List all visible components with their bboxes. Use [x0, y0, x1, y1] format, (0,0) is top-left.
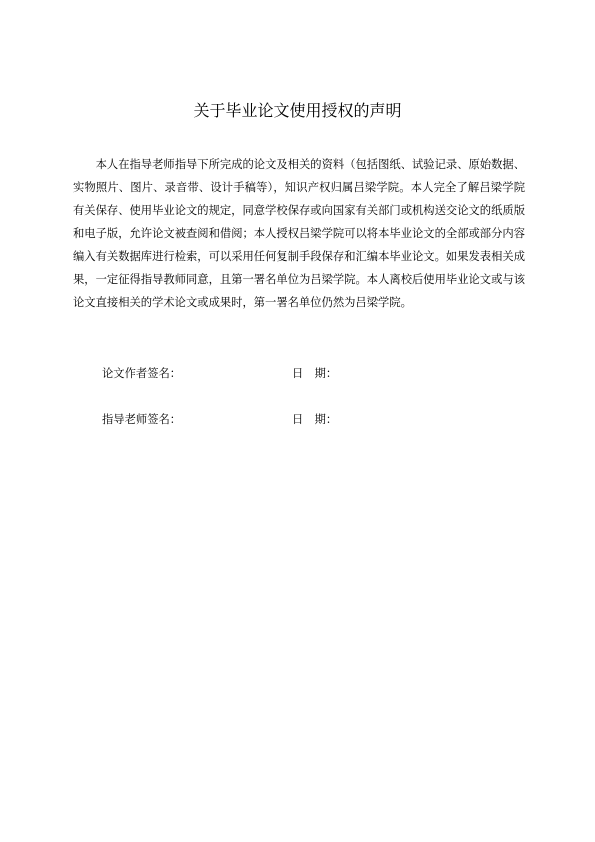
author-date-label: 日 期： — [292, 367, 338, 380]
advisor-signature-label: 指导老师签名： — [102, 413, 182, 426]
author-signature-label: 论文作者签名： — [102, 367, 182, 380]
declaration-paragraph: 本人在指导老师指导下所完成的论文及相关的资料（包括图纸、试验记录、原始数据、实物照片、图片、录音带、设计手稿等），知识产权归属吕梁学院。本人完全了解吕梁学院有关保存、使用毕业论文的规定，同意学校保存或向国家有关部门或机构送交论文的纸质版和电子版，允许论文被查阅和借阅；本人授权吕梁学院可以将本毕业论文的全部或部分内容编入有关数据库进行检索，可以采用任何复制手段保存和汇编本毕业论文。如果发表相关成果，一定征得指导教师同意，且第一署名单位为吕梁学院。本人离校后使用毕业论文或与该论文直接相关的学术论文或成果时，第一署名单位仍然为吕梁学院。 — [73, 158, 525, 309]
advisor-date-label: 日 期： — [292, 413, 338, 426]
page-title: 关于毕业论文使用授权的声明 — [193, 101, 402, 120]
